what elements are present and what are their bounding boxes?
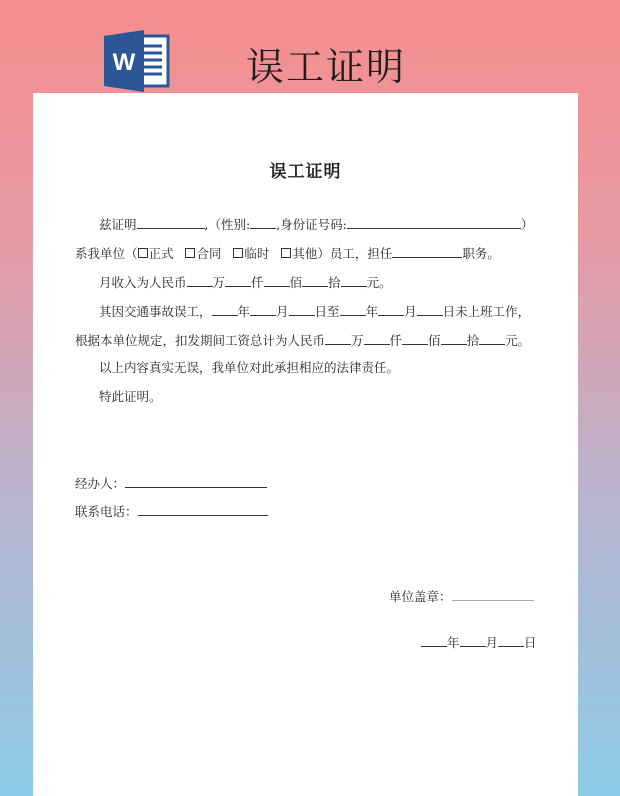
- paragraph-absence-period: 其因交通事故误工， 年 月 日至 年 月 日未上班工作，: [99, 304, 531, 319]
- seal-input-line[interactable]: [452, 588, 534, 601]
- document-page: [33, 93, 578, 796]
- paragraph-deduction: 根据本单位规定，扣发期间工资总计为人民币 万 仟 佰 拾 元。: [75, 333, 531, 348]
- checkbox-temporary[interactable]: [233, 248, 243, 258]
- checkbox-contract[interactable]: [185, 248, 195, 258]
- paragraph-identity: 兹证明 ,（性别: ,身份证号码: ）: [99, 217, 534, 232]
- banner-title: 误工证明: [246, 45, 407, 89]
- phone-input-line[interactable]: [138, 503, 268, 516]
- word-doc-icon: [104, 30, 170, 92]
- checkbox-formal[interactable]: [138, 248, 148, 258]
- handler-field: 经办人：: [75, 475, 267, 492]
- document-title: 误工证明: [269, 162, 342, 182]
- seal-field: 单位盖章：: [389, 588, 534, 605]
- date-field: 年 月 日: [421, 634, 537, 651]
- word-icon-letter: W: [112, 49, 136, 76]
- paragraph-monthly-income: 月收入为人民币 万 仟 佰 拾 元。: [99, 275, 392, 290]
- phone-field: 联系电话：: [75, 503, 268, 520]
- handler-input-line[interactable]: [125, 475, 267, 488]
- paragraph-closing: 特此证明。: [99, 389, 162, 404]
- checkbox-other[interactable]: [281, 248, 291, 258]
- paragraph-employment-type: 系我单位（ 正式 合同 临时 其他）员工，担任 职务。: [75, 246, 500, 261]
- paragraph-declaration: 以上内容真实无误，我单位对此承担相应的法律责任。: [99, 360, 400, 375]
